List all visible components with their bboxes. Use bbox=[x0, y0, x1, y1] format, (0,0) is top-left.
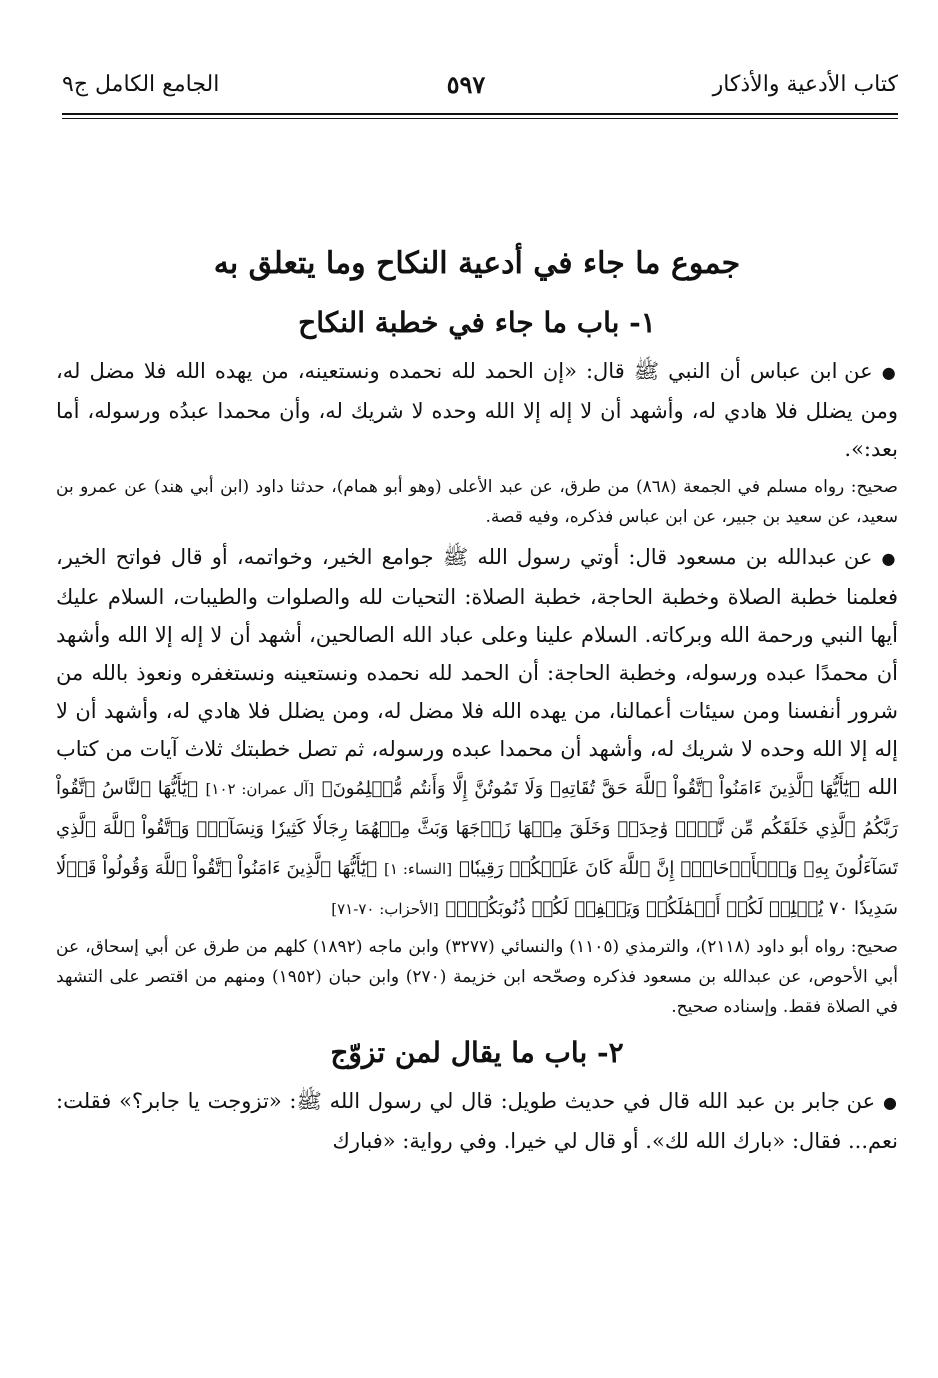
section-2-title: ٢- باب ما يقال لمن تزوّج bbox=[330, 1036, 624, 1069]
page-number: ٥٩٧ bbox=[446, 69, 486, 99]
page-body bbox=[56, 236, 898, 1160]
quran-verse-2: ﴿يَٰٓأَيُّهَا ٱلنَّاسُ ٱتَّقُواْ رَبَّكُمُ ٱلَّذِي خَلَقَكُم مِّن نَّفۡسٖ وَٰحِدَةٖ وَخَلَقَ مِنۡهَا زَوۡجَهَا وَبَثَّ مِنۡهُمَا رِجَالٗا كَثِيرٗا وَنِسَآءٗۚ وَٱتَّقُواْ ٱللَّهَ ٱلَّذِي تَسَآءَلُونَ بِهِۦ وَٱلۡأَرۡحَامَۚ إِنَّ ٱللَّهَ كَانَ عَلَيۡكُمۡ رَقِيبٗا﴾ bbox=[56, 778, 898, 879]
hadith-1 bbox=[56, 352, 898, 468]
hadith-2-text: عن عبدالله بن مسعود قال: أوتي رسول الله ﷺ جوامع الخير، وخواتمه، أو قال فواتح الخير، فعلمنا خطبة الصلاة وخطبة الحاجة، خطبة الصلاة: التحيات لله والصلوات والطيبات، السلام عليك أيها النبي ورحمة الله وبركاته. السلام علينا وعلى عباد الله الصالحين، أشهد أن لا إله إلا الله وأشهد أن محمدًا عبده ورسوله، وخطبة الحاجة: أن الحمد لله نحمده ونستعينه ونستغفره ونعوذ بالله من شرور أنفسنا ومن سيئات أعمالنا، من يهده الله فلا مضل له، ومن يضلل فلا هادي له، وأشهد أن لا إله إلا الله وحده لا شريك له، وأشهد أن محمدا عبده ورسوله، ثم تصل خطبتك ثلاث آيات من كتاب الله bbox=[56, 545, 898, 799]
chapter-title: جموع ما جاء في أدعية النكاح وما يتعلق به bbox=[213, 246, 741, 281]
bullet-icon: ● bbox=[881, 363, 898, 382]
hadith-2 bbox=[56, 538, 898, 928]
header-volume-title: الجامع الكامل ج٩ bbox=[62, 71, 220, 97]
section-1-title: ١- باب ما جاء في خطبة النكاح bbox=[298, 306, 656, 339]
quran-verse-3: ﴿يَٰٓأَيُّهَا ٱلَّذِينَ ءَامَنُواْ ٱتَّقُواْ ٱللَّهَ وَقُولُواْ قَوۡلٗا سَدِيدٗا ٧٠ يُصۡلِحۡ لَكُمۡ أَعۡمَٰلَكُمۡ وَيَغۡفِرۡ لَكُمۡ ذُنُوبَكُمۡۗ﴾ bbox=[56, 858, 898, 919]
hadith-1-text: عن ابن عباس أن النبي ﷺ قال: «إن الحمد لله نحمده ونستعينه، من يهده الله فلا مضل له، ومن يضلل فلا هادي له، وأشهد أن لا إله إلا الله وحده لا شريك له، وأن محمدا عبدُه ورسوله، أما بعد:». bbox=[56, 359, 898, 461]
takhrij-1: صحيح: رواه مسلم في الجمعة (٨٦٨) من طرق، عن عبد الأعلى (وهو أبو همام)، حدثنا داود (ابن أبي هند) عن عمرو بن سعيد، عن سعيد بن جبير، عن ابن عباس فذكره، وفيه قصة. bbox=[56, 477, 898, 527]
page-header bbox=[62, 64, 898, 104]
verse-3-reference: [الأحزاب: ٧٠-٧١] bbox=[331, 900, 439, 918]
header-rule-thick bbox=[62, 113, 898, 115]
bullet-icon: ● bbox=[882, 1093, 898, 1112]
verse-2-reference: [النساء: ١] bbox=[383, 860, 453, 878]
hadith-3-text: عن جابر بن عبد الله قال في حديث طويل: قال لي رسول الله ﷺ: «تزوجت يا جابر؟» فقلت: نعم... فقال: «بارك الله لك». أو قال لي خيرا. وفي رواية: «فبارك bbox=[56, 1089, 898, 1153]
header-rule-thin bbox=[62, 118, 898, 119]
bullet-icon: ● bbox=[881, 549, 898, 568]
verse-1-reference: [آل عمران: ١٠٢] bbox=[205, 780, 315, 798]
quran-verse-1: ﴿يَٰٓأَيُّهَا ٱلَّذِينَ ءَامَنُواْ ٱتَّقُواْ ٱللَّهَ حَقَّ تُقَاتِهِۦ وَلَا تَمُوتُنَّ إِلَّا وَأَنتُم مُّسۡلِمُونَ﴾ bbox=[321, 778, 860, 799]
header-book-title: كتاب الأدعية والأذكار bbox=[712, 71, 898, 97]
hadith-3 bbox=[56, 1082, 898, 1160]
takhrij-2: صحيح: رواه أبو داود (٢١١٨)، والترمذي (١١٠٥) والنسائي (٣٢٧٧) وابن ماجه (١٨٩٢) كلهم من طرق عن أبي إسحاق، عن أبي الأحوص، عن عبدالله بن مسعود فذكره وصحّحه ابن خزيمة (٢٧٠) وابن حبان (١٩٥٢) ومنهم من اقتصر على التشهد في الصلاة فقط. وإسناده صحيح. bbox=[56, 937, 899, 1017]
